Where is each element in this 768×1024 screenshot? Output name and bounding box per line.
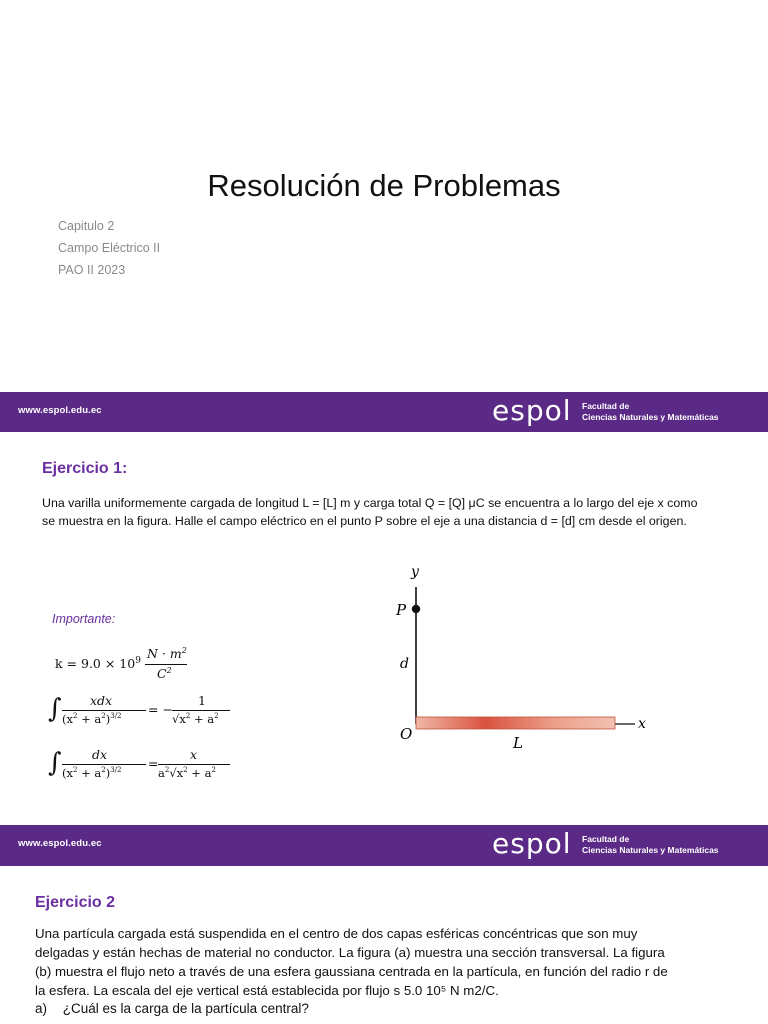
exercise1-slide (0, 432, 768, 824)
formula-integral2: ∫ dx $(x^2 + a^2)^{3/2}$ = x $a^2√x^2 + a^2$ (48, 744, 248, 788)
espol-logo: espol (492, 394, 572, 427)
website-link[interactable]: www.espol.edu.ec (18, 405, 102, 416)
exercise2-text-line2: delgadas y están hechas de material no conductor. La figura (a) muestra una sección transversal. La figura (35, 945, 665, 960)
question-a (35, 1001, 309, 1016)
faculty-line2-2: Ciencias Naturales y Matemáticas (582, 845, 719, 855)
faculty-line1-2: Facultad de (582, 834, 630, 844)
formula-integral1: ∫ xdx $(x^2 + a^2)^{3/2}$ = − 1 $√x^2 + a^2$ (48, 690, 248, 734)
importante-label: Importante: (52, 612, 116, 626)
question-a-label: a) (35, 1001, 48, 1016)
label-p: P (396, 601, 407, 619)
exercise2-text-line3: (b) muestra el flujo neto a través de una esfera gaussiana centrada en la partícula, en función del radio r de (35, 964, 668, 979)
point-p (412, 605, 420, 613)
footer-band-2 (0, 825, 768, 866)
exercise1-text-line2: se muestra en la figura. Halle el campo eléctrico en el punto P sobre el eje a una distancia d = [d] cm desde el origen. (42, 514, 687, 528)
rod-figure (380, 562, 680, 762)
espol-logo-2: espol (492, 827, 572, 860)
exercise1-text-line1: Una varilla uniformemente cargada de longitud L = [L] m y carga total Q = [Q] μC se encuentra a lo largo del eje x como (42, 496, 698, 510)
charged-rod (416, 717, 615, 729)
faculty-line2: Ciencias Naturales y Matemáticas (582, 412, 719, 422)
footer-band (0, 392, 768, 433)
question-a-text: ¿Cuál es la carga de la partícula central? (62, 1001, 309, 1016)
faculty-label (582, 401, 719, 423)
page-title: Resolución de Problemas (207, 168, 561, 203)
chapter-label: Capitulo 2 (58, 219, 115, 233)
exercise2-slide (0, 866, 768, 1024)
exercise1-title: Ejercicio 1: (42, 460, 128, 477)
faculty-label-2 (582, 834, 719, 856)
exercise2-text-line1: Una partícula cargada está suspendida en el centro de dos capas esféricas concéntricas que son muy (35, 926, 638, 941)
term-label: PAO II 2023 (58, 263, 126, 277)
label-x: x (638, 716, 646, 732)
topic-label: Campo Eléctrico II (58, 241, 161, 255)
website-link-2[interactable]: www.espol.edu.ec (18, 838, 102, 849)
faculty-line1: Facultad de (582, 401, 630, 411)
label-d: d (400, 656, 409, 672)
label-y: y (411, 564, 419, 580)
formula-k: $k = 9.0 \times 10^9$ $N \cdot m^2$ $C^2$ (55, 646, 187, 682)
label-l: L (513, 734, 523, 752)
exercise2-title: Ejercicio 2 (35, 894, 116, 911)
title-slide (0, 0, 768, 392)
label-o: O (400, 725, 413, 743)
exercise2-text-line4: la esfera. La escala del eje vertical está establecida por flujo s 5.0 10⁵ N m2/C. (35, 983, 499, 998)
